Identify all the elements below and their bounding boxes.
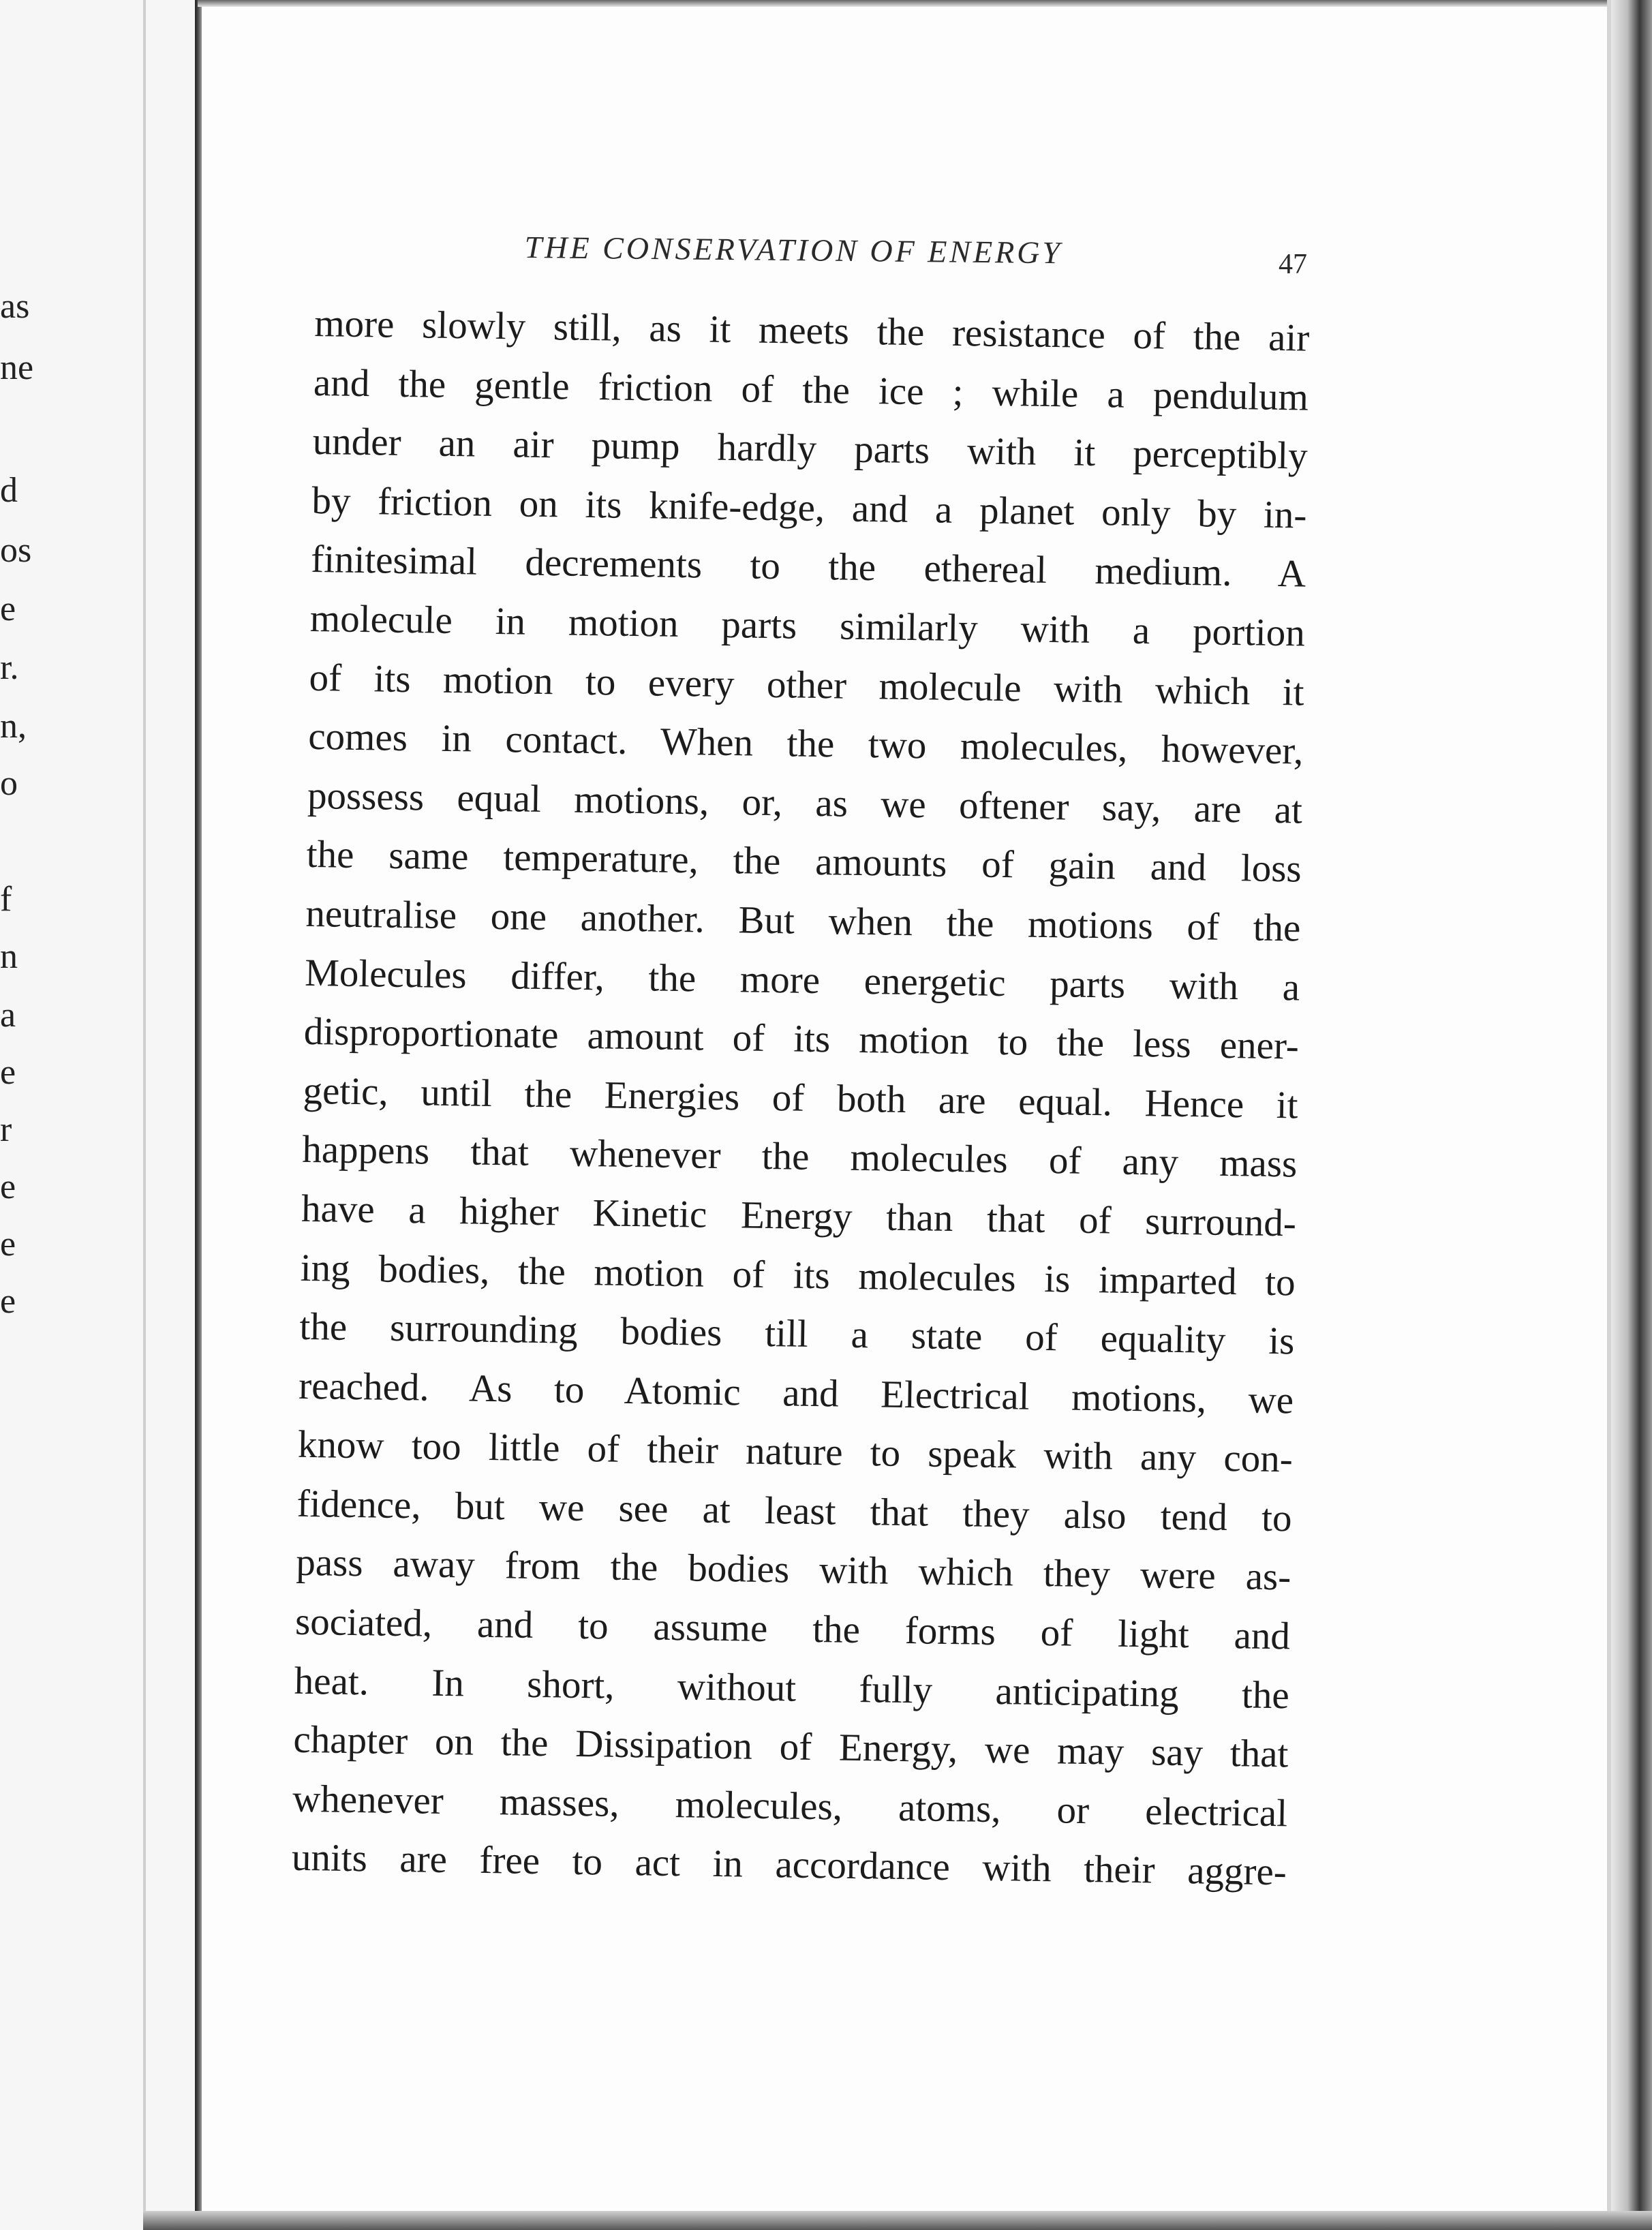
- facing-page-edge: [0, 0, 198, 2230]
- fragment: ne: [0, 348, 34, 387]
- text-line: happens that whenever the molecules of any mass: [301, 1128, 1298, 1186]
- text-line: and the gentle friction of the ice ; while a pendulum: [313, 361, 1309, 419]
- text-line: know too little of their nature to speak with any con-: [297, 1423, 1294, 1481]
- fragment: a: [0, 996, 16, 1035]
- facing-page-shadow: [143, 0, 146, 2230]
- text-line: possess equal motions, or, as we oftener say, are at: [307, 774, 1303, 832]
- text-line: chapter on the Dissipation of Energy, we may say that: [293, 1718, 1289, 1776]
- right-binding-edge: [1611, 0, 1652, 2230]
- bottom-page-edge: [143, 2211, 1652, 2230]
- text-line: of its motion to every other molecule with which it: [309, 656, 1304, 714]
- fragment: e: [0, 1282, 16, 1321]
- text-line: the same temperature, the amounts of gain and loss: [306, 833, 1302, 891]
- running-head: THE CONSERVATION OF ENERGY: [524, 229, 1063, 271]
- text-line: comes in contact. When the two molecules, however,: [307, 715, 1304, 773]
- fragment: e: [0, 590, 16, 628]
- fragment: r.: [0, 648, 19, 687]
- text-line: ing bodies, the motion of its molecules is imparted to: [300, 1246, 1296, 1304]
- text-line: have a higher Kinetic Energy than that of surround-: [301, 1187, 1297, 1245]
- fragment: o: [0, 764, 18, 803]
- text-line: neutralise one another. But when the motions of the: [305, 891, 1301, 950]
- text-line: more slowly still, as it meets the resistance of the air: [313, 301, 1310, 360]
- text-line: finitesimal decrements to the ethereal medium. A: [310, 538, 1306, 596]
- text-line: molecule in motion parts similarly with a portion: [309, 596, 1306, 655]
- text-line: Molecules differ, the more energetic parts with a: [304, 951, 1300, 1009]
- text-line: getic, until the Energies of both are equal. Hence it: [303, 1069, 1298, 1127]
- fragment: r: [0, 1110, 12, 1149]
- text-line: by friction on its knife-edge, and a planet only by in-: [311, 478, 1307, 537]
- text-line: the surrounding bodies till a state of equality is: [299, 1304, 1295, 1363]
- text-line: disproportionate amount of its motion to the less ener-: [303, 1010, 1300, 1068]
- body-text: [291, 294, 1310, 1902]
- fragment: d: [0, 471, 18, 510]
- text-line: whenever masses, molecules, atoms, or electrical: [292, 1777, 1288, 1835]
- fragment: as: [0, 287, 30, 326]
- fragment: e: [0, 1167, 16, 1206]
- text-line: under an air pump hardly parts with it perceptibly: [312, 420, 1309, 478]
- text-line: pass away from the bodies with which they were as-: [295, 1541, 1291, 1599]
- fragment: e: [0, 1225, 16, 1264]
- text-line: fidence, but we see at least that they also tend to: [296, 1482, 1292, 1540]
- fragment: n: [0, 937, 18, 976]
- fragment: e: [0, 1053, 16, 1092]
- text-line: reached. As to Atomic and Electrical motions, we: [298, 1364, 1294, 1422]
- fragment: n,: [0, 707, 27, 746]
- fragment: os: [0, 531, 32, 570]
- book-gutter: [195, 0, 202, 2230]
- text-line: heat. In short, without fully anticipating the: [294, 1659, 1290, 1717]
- top-page-edge: [198, 0, 1629, 7]
- page-number: 47: [1279, 249, 1307, 280]
- fragment: f: [0, 880, 12, 919]
- text-line: units are free to act in accordance with their aggre-: [291, 1836, 1287, 1894]
- text-line: sociated, and to assume the forms of light and: [294, 1600, 1291, 1658]
